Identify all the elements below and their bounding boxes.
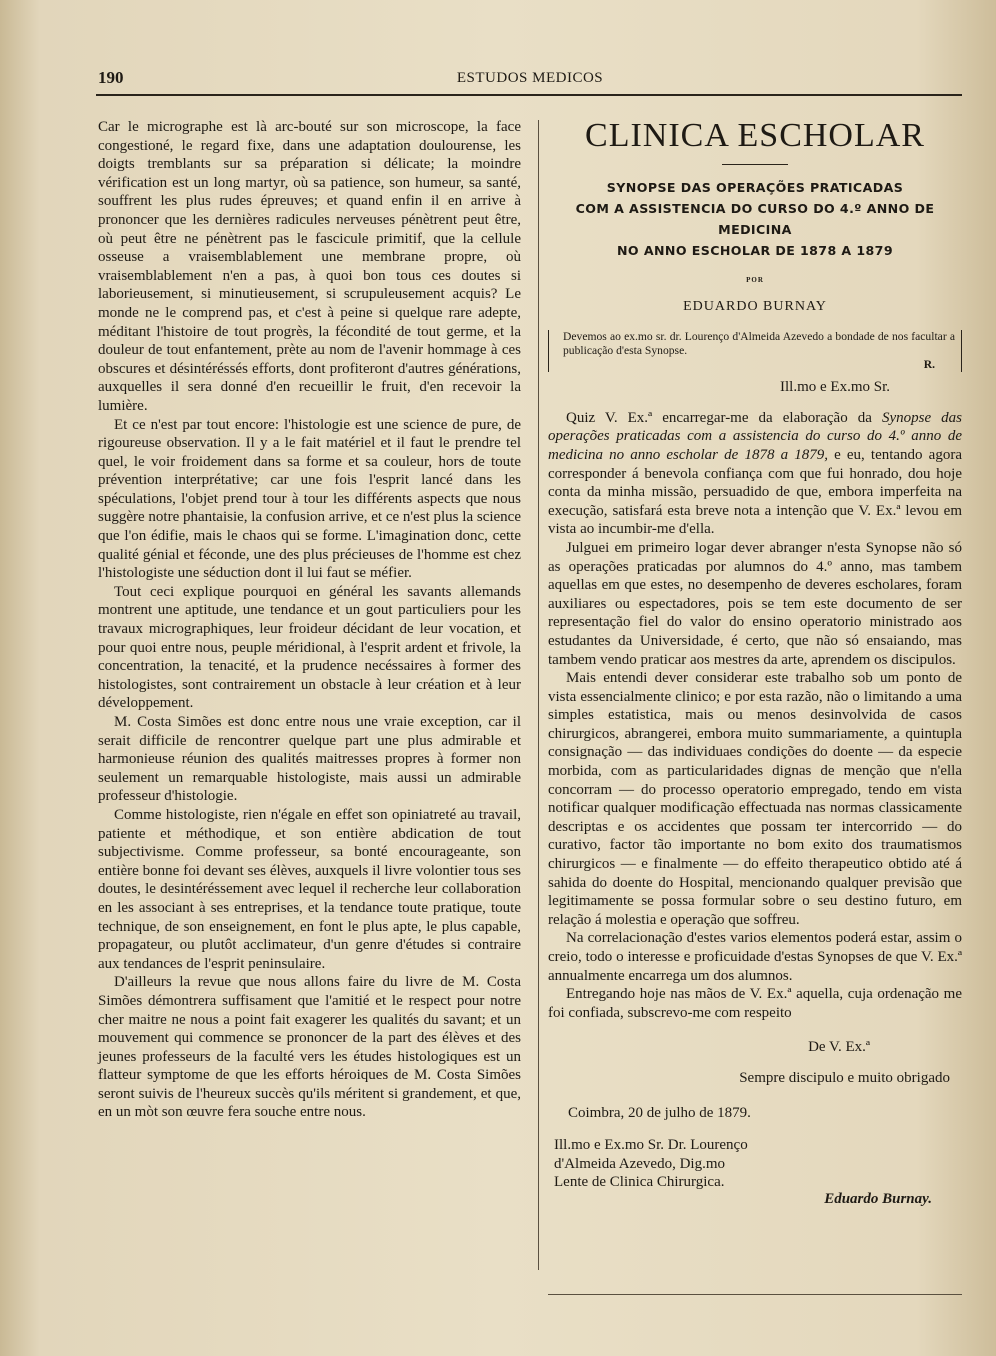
by-label: POR [746, 276, 764, 284]
left-column [98, 118, 521, 1122]
paragraph: D'ailleurs la revue que nous allons faire du livre de M. Costa Simões démontrera suffisament que l'amitié et le respect pour notre cher maitre ne nous a point fait exagerer les qualités du savant; et un mouvement qui commence se prononcer de la part des élèves et des jeunes professeurs de la faculté vers les études histologiques est un flatteur symptome de que les efforts héroiques de M. Costa Simões seront suivis de l'heureux succès qu'ils méritent si grandement, et que, en un mòt son œuvre fera souche entre nous. [98, 974, 521, 1121]
signature: Eduardo Burnay. [824, 1190, 932, 1207]
subtitle-line: NO ANNO ESCHOLAR DE 1878 A 1879 [616, 243, 894, 258]
paragraph: Mais entendi dever considerar este trabalho sob um ponto de vista essencialmente clinico; e por esta razão, não o limitando a uma simples estatistica, mais ou menos desinvolvida de casos chirurgicos, abrangerei, embora muito summariamente, a quintupla consignação — das individuaes condições do doente — da especie morbida, com as particularidades dignas de menção que n'ella concorram — do processo operatorio empregado, tendo em vista notificar qualquer modificação effectuada nas normas classicamente descriptas e os accidentes que possam ter intercorrido — do curativo, factor tão importante no bom exito dos traumatismos chirurgicos — e finalmente — do effeito therapeutico obtido até á sahida do doente do Hospital, mencionando qualquer previsão que legitimamente se possa formular sobre o seu destino futuro, em relação á molestia e operação que soffreu. [548, 670, 962, 928]
salutation: Ill.mo e Ex.mo Sr. [780, 379, 890, 396]
title-rule [722, 164, 788, 165]
addressee-line: d'Almeida Azevedo, Dig.mo [554, 1155, 725, 1172]
subtitle-line: COM A ASSISTENCIA DO CURSO DO 4.º ANNO DE MEDICINA [575, 201, 935, 237]
paragraph: Tout ceci explique pourquoi en général les savants allemands montrent une aptitude, une tendance et un gout particuliers pour les travaux micrographiques, leur froideur décidant de leur vocation, et pour quoi entre nous, peuple méridional, à l'esprit ardent et frivole, la concentration, la tenacité, et la prudence necéssaires à former des histologistes, sont contrairement un obstacle à leur création et à leur développement. [98, 583, 521, 712]
page-number: 190 [98, 68, 124, 87]
paragraph-text: Quiz V. Ex.ª encarregar-me da elaboração da [566, 409, 882, 426]
section-title: CLINICA ESCHOLAR [585, 117, 925, 154]
paragraph: Car le micrographe est là arc-bouté sur son microscope, la face congestioné, le regard fixe, dans une adaptation doulourense, les doigts tremblants sur sa préparation si délicate; la moindre vérification est un long martyr, où sa patience, son humeur, sa santé, souffrent les plus rudes épreuves; et quand enfin il en arrive à prononcer que les dernières radicules nerveuses pénètrent peut être, où peut être ne pénètrent pas le fascicule primitif, que la cellule osseuse a vraisemblablement une membrane propre, où vraisemblablement n'en a pas, à quoi bon tous ces doutes si laborieusement, si minutieusement, si scrupuleusement acquis? Le monde ne le comprend pas, et c'est à peine si quelque rare adepte, méditant l'histoire de tout progrès, la fécondité de tout germe, et la douleur de tout enfantement, prète au nom de l'avenir hommage à ces obscures et désintéréssés efforts, dont profiteront d'autres générations, auxquelles il sera donné d'en recueillir le fruit, d'en recevoir la lumière. [98, 119, 521, 414]
paragraph: Julguei em primeiro logar dever abranger n'esta Synopse não só as operações praticadas por alumnos do 4.º anno, mas tambem aquellas em que estes, no desempenho de deveres escholares, foram auxiliares ou espectadores, pois se tem este documento de ser representação fiel do valor do ensino operatorio ministrado aos estudantes da Universidade, é certo, que não só ensaiando, mas tambem vendo praticar aos mestres da arte, aprendem os discipulos. [548, 539, 962, 668]
editor-note-text: Devemos ao ex.mo sr. dr. Lourenço d'Almeida Azevedo a bondade de nos facultar a publicação d'esta Synopse. [563, 330, 955, 358]
paragraph: Et ce n'est par tout encore: l'histologie est une science de pure, de rigoureuse observation. Il y a le fait matériel et il faut le prendre tel quel, le voir froidement dans sa forme et sa couleur, hors de toute prévention interprétative; car une fois l'esprit lancé dans les spéculations, l'objet prend tour à tour les différents aspects que nous suggère notre phantaisie, la confusion arrive, et ce n'est plus la science que l'on édifie, mais le chaos qui se forme. L'imagination donc, cette qualité génial et féconde, une des plus précieuses de l'homme est chez l'histologiste une séduction dont il lui faut se méfier. [98, 416, 521, 582]
addressee-line: Ill.mo e Ex.mo Sr. Dr. Lourenço [554, 1137, 748, 1154]
paragraph: M. Costa Simões est donc entre nous une vraie exception, car il serait difficile de rencontrer quelque part une plus admirable et harmonieuse réunion des qualités maitresses propres à former non seulement un remarquable histologiste, mais aussi un admirable professeur d'histologie. [98, 714, 521, 805]
header-rule [96, 94, 962, 96]
editor-note-initial: R. [923, 358, 935, 372]
paragraph: Comme histologiste, rien n'égale en effet son opiniatreté au travail, patiente et méthodique, et son entière abdication de tout subjectivisme. Comme professeur, sa bonté encourageante, son entière bonne foi devant ses élèves, auxquels il livre volontier tous ses doutes, le desintéréssement avec lequel il recherche leur collaboration en les associant à ses entreprises, et la tendance toute pratique, toute technique, de son enseignement, en font le plus apte, le plus capable, propagateur, ou plutôt acclimateur, d'un genre d'études si contraire aux tendances de l'esprit peninsulaire. [98, 806, 521, 972]
addressee-line: Lente de Clinica Chirurgica. [554, 1174, 725, 1191]
paragraph: Na correlacionação d'estes varios elementos poderá estar, assim o creio, todo o interesse e proficuidade d'estas Synopses de que V. Ex.ª annualmente encarrega um dos alumnos. [548, 930, 962, 984]
page-header [98, 68, 962, 92]
place-date: Coimbra, 20 de julho de 1879. [568, 1104, 751, 1121]
paragraph [548, 409, 962, 539]
closing-line: Sempre discipulo e muito obrigado [739, 1069, 950, 1086]
bottom-rule [548, 1294, 962, 1295]
subtitle [548, 177, 962, 261]
editor-note [548, 330, 962, 372]
letter-body [548, 409, 962, 1023]
author: EDUARDO BURNAY [683, 298, 827, 314]
addressee [548, 1136, 962, 1192]
column-divider [538, 120, 539, 1270]
paragraph: Entregando hoje nas mãos de V. Ex.ª aquella, cuja ordenação me foi confiada, subscrevo-me com respeito [548, 986, 962, 1021]
subtitle-line: SYNOPSE DAS OPERAÇÕES PRATICADAS [606, 180, 904, 195]
running-title: ESTUDOS MEDICOS [456, 70, 604, 86]
paragraph-text: e eu, tentando agora corresponder á benevola confiança com que fui honrado, dou hoje conta da minha missão, persuadido de que, embora imperfeita na execução, satisfará esta breve nota a intenção que V. Ex.ª levou em vista ao incumbir-me d'ella. [548, 446, 962, 538]
synopsis-title-italic: Synopse das operações praticadas com a assistencia do curso do 4.º anno de medicina no anno escholar de 1878 a 1879, [548, 409, 962, 463]
right-column [548, 112, 962, 1209]
closing-line: De V. Ex.ª [808, 1039, 870, 1056]
